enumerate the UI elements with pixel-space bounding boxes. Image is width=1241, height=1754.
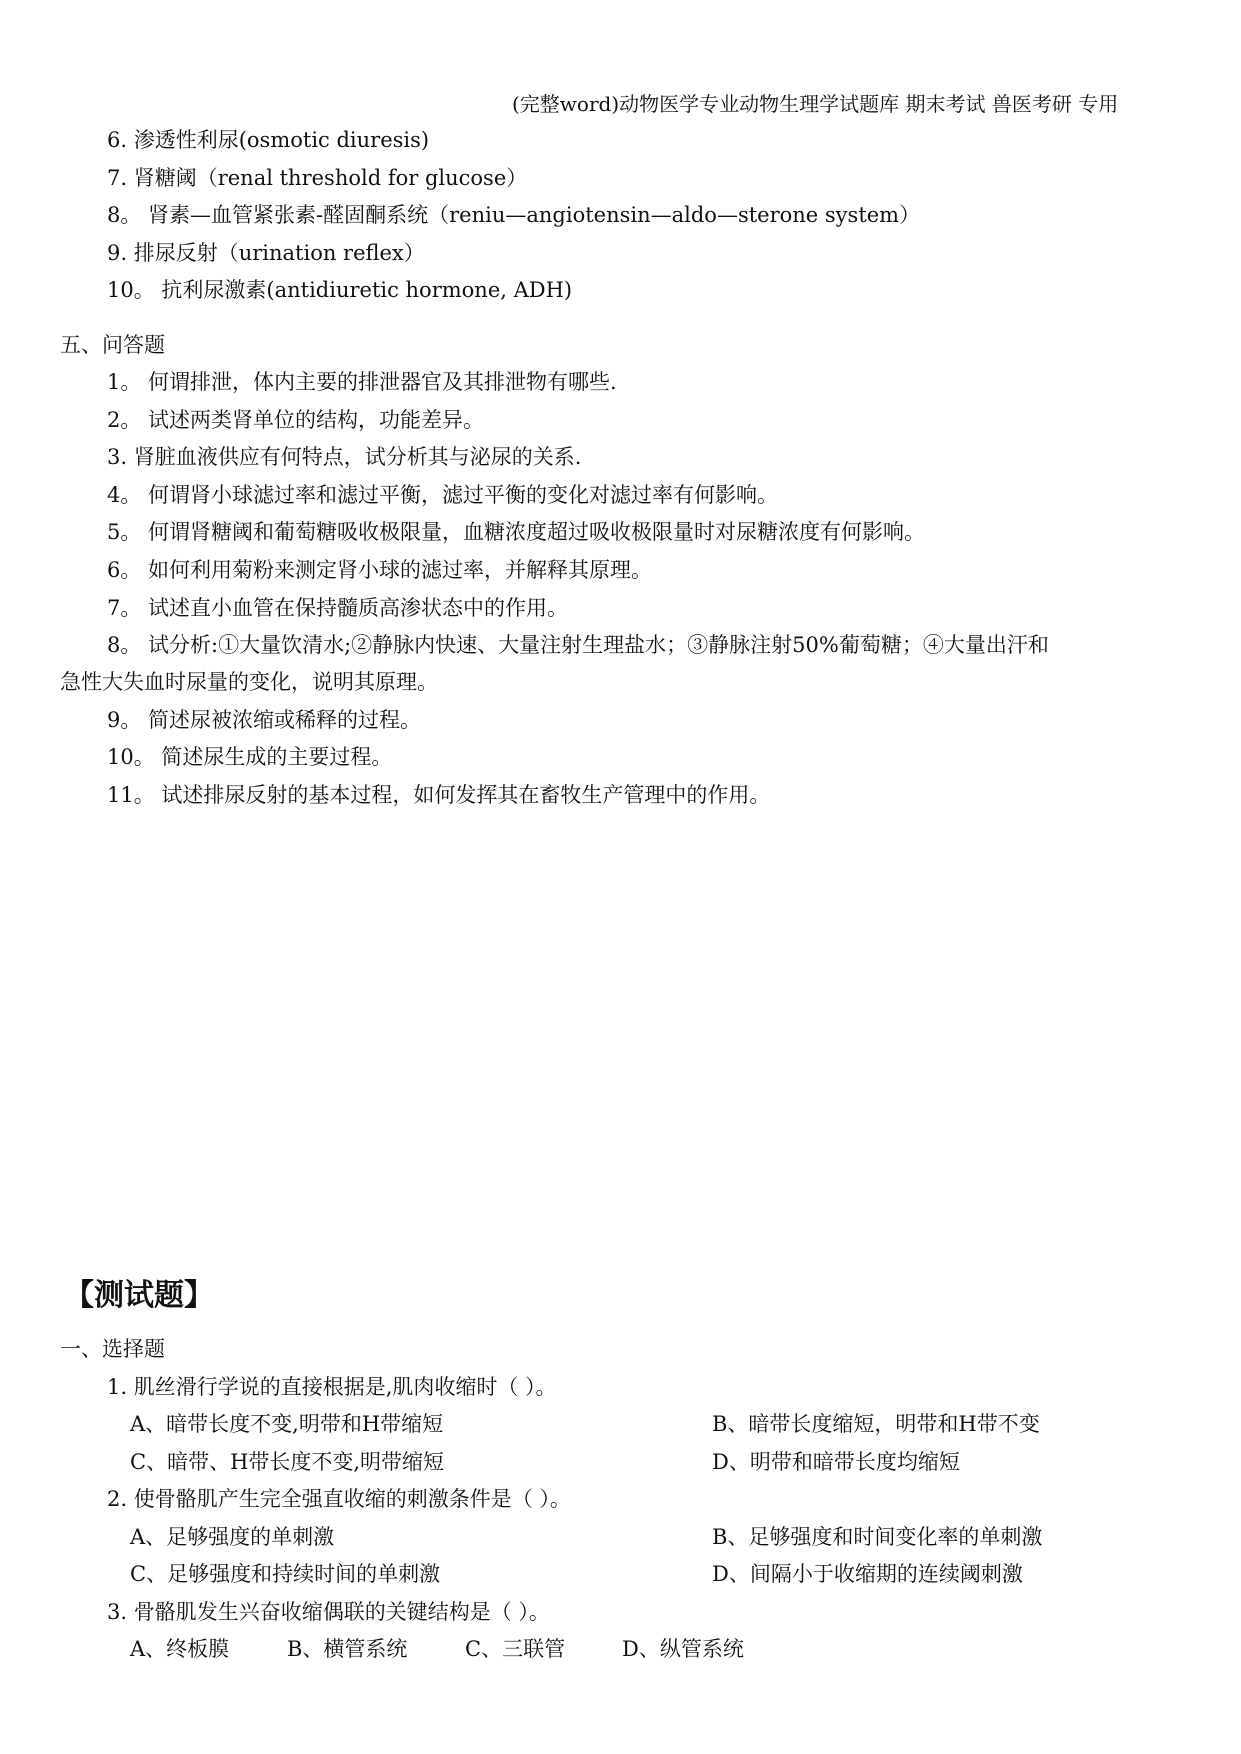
section-five-title: 五、问答题 [60, 333, 165, 357]
question-11: 11。 试述排尿反射的基本过程，如何发挥其在畜牧生产管理中的作用。 [107, 783, 771, 807]
question-5: 5。 何谓肾糖阈和葡萄糖吸收极限量，血糖浓度超过吸收极限量时对尿糖浓度有何影响。 [107, 520, 926, 544]
mc-question-2-option-d: D、间隔小于收缩期的连续阈刺激 [712, 1562, 1023, 1586]
question-8-line-1: 8。 试分析:①大量饮清水;②静脉内快速、大量注射生理盐水；③静脉注射50%葡萄糖；④大量出汗和 [107, 633, 1049, 657]
test-title: 【测试题】 [64, 1278, 214, 1313]
mc-question-1-option-d: D、明带和暗带长度均缩短 [712, 1450, 960, 1474]
term-item-10: 10。 抗利尿激素(antidiuretic hormone, ADH) [107, 278, 573, 302]
section-one-title: 一、选择题 [60, 1337, 165, 1361]
mc-question-2-option-a: A、足够强度的单刺激 [130, 1525, 335, 1549]
question-10: 10。 简述尿生成的主要过程。 [107, 745, 393, 769]
question-7: 7。 试述直小血管在保持髓质高渗状态中的作用。 [107, 596, 569, 620]
mc-question-3-option-b: B、横管系统 [287, 1637, 408, 1661]
mc-question-2-option-c: C、足够强度和持续时间的单刺激 [130, 1562, 441, 1586]
term-item-9: 9. 排尿反射（urination reflex） [107, 241, 425, 265]
question-4: 4。 何谓肾小球滤过率和滤过平衡，滤过平衡的变化对滤过率有何影响。 [107, 483, 779, 507]
mc-question-1-option-b: B、暗带长度缩短，明带和H带不变 [712, 1412, 1040, 1436]
mc-question-2-stem: 2. 使骨骼肌产生完全强直收缩的刺激条件是（ ）。 [107, 1487, 571, 1511]
question-3: 3. 肾脏血液供应有何特点，试分析其与泌尿的关系. [107, 445, 582, 469]
question-6: 6。 如何利用菊粉来测定肾小球的滤过率，并解释其原理。 [107, 558, 653, 582]
mc-question-3-stem: 3. 骨骼肌发生兴奋收缩偶联的关键结构是（ ）。 [107, 1600, 550, 1624]
mc-question-3-option-d: D、纵管系统 [622, 1637, 744, 1661]
mc-question-2-option-b: B、足够强度和时间变化率的单刺激 [712, 1525, 1043, 1549]
term-item-7: 7. 肾糖阈（renal threshold for glucose） [107, 166, 528, 190]
term-item-8: 8。 肾素—血管紧张素-醛固酮系统（reniu—angiotensin—aldo—sterone system） [107, 203, 921, 227]
question-1: 1。 何谓排泄，体内主要的排泄器官及其排泄物有哪些. [107, 370, 617, 394]
page-header: (完整word)动物医学专业动物生理学试题库 期末考试 兽医考研 专用 [512, 92, 1119, 116]
question-8-line-2: 急性大失血时尿量的变化，说明其原理。 [60, 670, 438, 694]
question-9: 9。 简述尿被浓缩或稀释的过程。 [107, 708, 422, 732]
term-item-6: 6. 渗透性利尿(osmotic diuresis) [107, 128, 430, 152]
mc-question-3-option-a: A、终板膜 [130, 1637, 230, 1661]
mc-question-1-stem: 1. 肌丝滑行学说的直接根据是,肌肉收缩时（ ）。 [107, 1375, 557, 1399]
mc-question-1-option-c: C、暗带、H带长度不变,明带缩短 [130, 1450, 445, 1474]
mc-question-3-option-c: C、三联管 [465, 1637, 566, 1661]
question-2: 2。 试述两类肾单位的结构，功能差异。 [107, 408, 485, 432]
mc-question-1-option-a: A、暗带长度不变,明带和H带缩短 [130, 1412, 444, 1436]
